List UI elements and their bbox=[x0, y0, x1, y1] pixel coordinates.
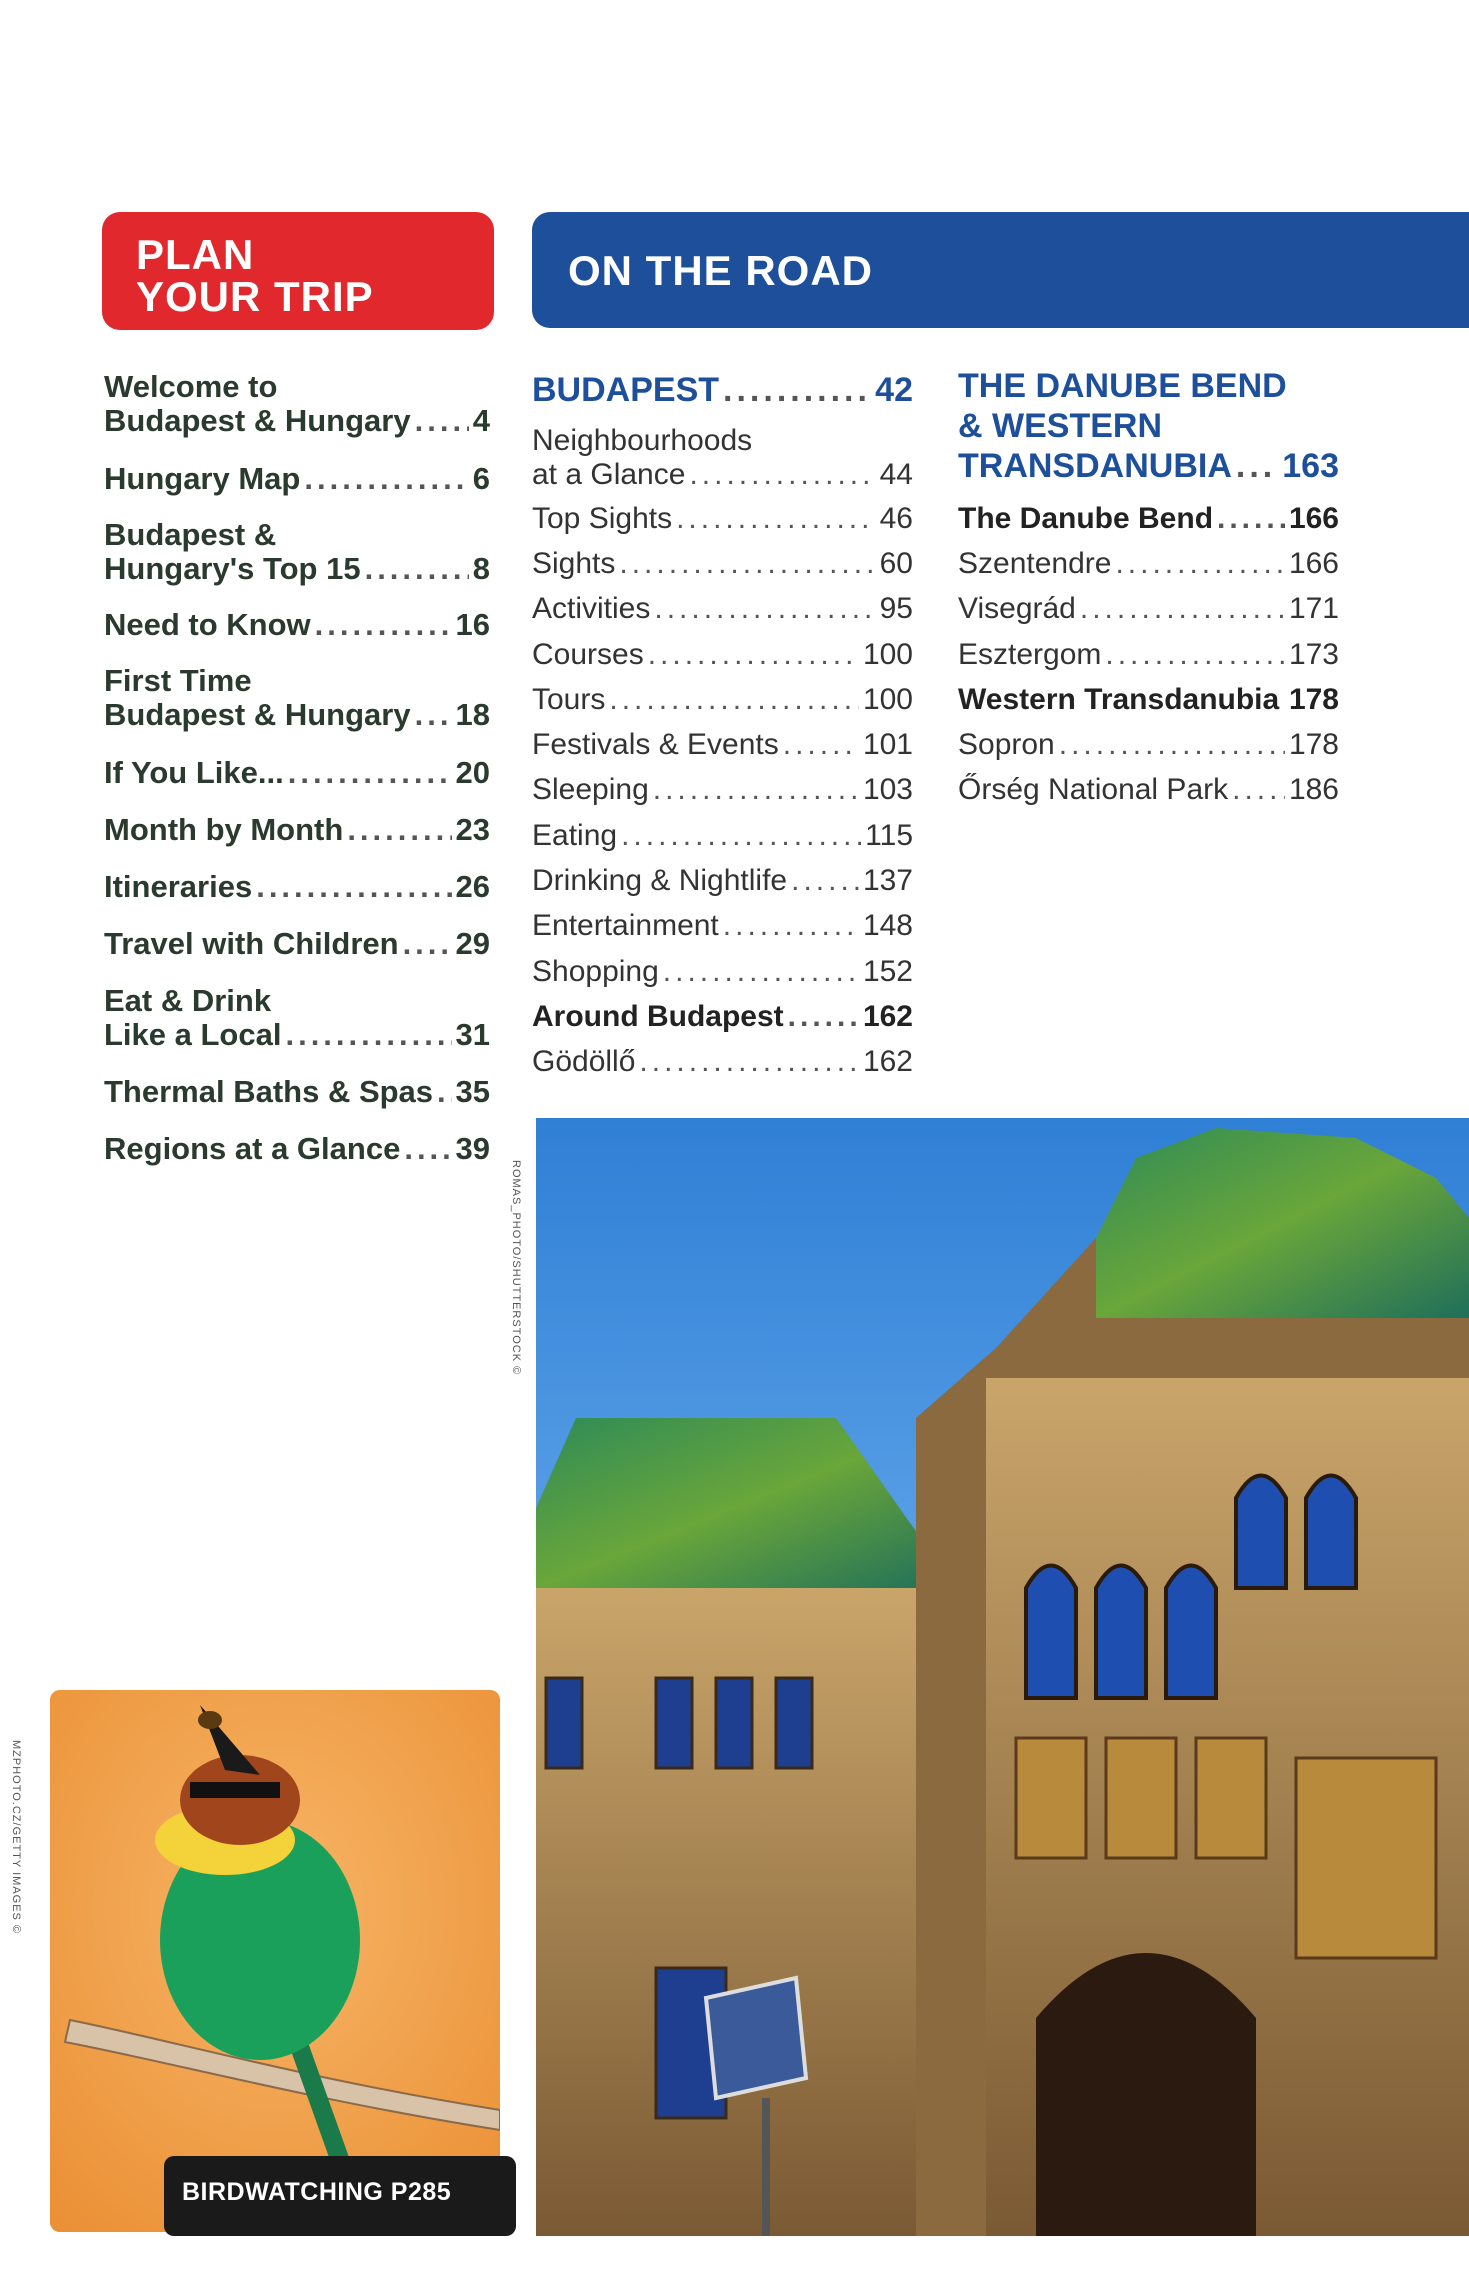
on-the-road-banner bbox=[532, 212, 1469, 328]
leader-dots bbox=[437, 1075, 451, 1109]
leader-dots bbox=[791, 864, 859, 898]
toc-subsection-heading[interactable] bbox=[958, 683, 1339, 717]
bird-photo-credit: MZPHOTO.CZ/GETTY IMAGES © bbox=[10, 1740, 22, 1935]
plan-your-trip-banner bbox=[102, 212, 494, 330]
toc-entry-label: Hungary's Top 15 bbox=[104, 551, 361, 586]
toc-entry-label: Szentendre bbox=[958, 547, 1112, 580]
toc-entry[interactable] bbox=[958, 728, 1339, 762]
toc-entry-label: Budapest & bbox=[104, 517, 277, 552]
leader-dots bbox=[783, 728, 859, 762]
toc-entry-page: 18 bbox=[455, 697, 490, 732]
toc-entry-page: 162 bbox=[862, 1000, 913, 1033]
toc-entry-page: 178 bbox=[1288, 728, 1339, 761]
leader-dots bbox=[315, 608, 452, 642]
toc-entry-page: 100 bbox=[862, 683, 913, 716]
toc-entry-page: 148 bbox=[862, 909, 913, 942]
leader-dots bbox=[676, 502, 876, 536]
leader-dots bbox=[404, 1132, 451, 1166]
toc-entry[interactable] bbox=[104, 370, 490, 438]
toc-entry-page: 178 bbox=[1288, 683, 1339, 716]
toc-entry-label: Neighbourhoods bbox=[532, 424, 753, 457]
museum-photo-credit: ROMAS_PHOTO/SHUTTERSTOCK © bbox=[510, 1160, 522, 1376]
toc-entry[interactable] bbox=[104, 608, 490, 642]
toc-entry-label: Itineraries bbox=[104, 869, 253, 904]
toc-entry-label: Hungary Map bbox=[104, 461, 301, 496]
toc-section-heading[interactable] bbox=[532, 370, 913, 410]
toc-entry-page: 35 bbox=[455, 1074, 490, 1109]
toc-entry-label: Eat & Drink bbox=[104, 983, 272, 1018]
toc-entry-page: 186 bbox=[1288, 773, 1339, 806]
toc-entry-label: Western Transdanubia bbox=[958, 683, 1280, 716]
toc-entry-label: Courses bbox=[532, 638, 644, 671]
toc-entry[interactable] bbox=[104, 518, 490, 586]
toc-entry[interactable] bbox=[532, 592, 913, 626]
toc-entry-label: Gödöllő bbox=[532, 1045, 636, 1078]
toc-entry-label: Esztergom bbox=[958, 638, 1102, 671]
toc-entry-label: Like a Local bbox=[104, 1017, 282, 1052]
leader-dots bbox=[619, 547, 875, 581]
toc-entry-page: 152 bbox=[862, 955, 913, 988]
toc-entry[interactable] bbox=[104, 664, 490, 732]
toc-entry[interactable] bbox=[104, 984, 490, 1052]
toc-entry[interactable] bbox=[104, 1075, 490, 1109]
toc-entry[interactable] bbox=[104, 462, 490, 496]
toc-entry[interactable] bbox=[104, 870, 490, 904]
leader-dots bbox=[654, 592, 875, 626]
toc-entry-page: 137 bbox=[862, 864, 913, 897]
toc-entry-page: 20 bbox=[455, 755, 490, 790]
leader-dots bbox=[415, 698, 452, 732]
leader-dots bbox=[1115, 547, 1284, 581]
plan-banner-line2: YOUR TRIP bbox=[136, 273, 374, 320]
toc-entry[interactable] bbox=[104, 813, 490, 847]
toc-entry-label: Shopping bbox=[532, 955, 659, 988]
toc-entry-page: 100 bbox=[862, 638, 913, 671]
leader-dots bbox=[285, 1018, 451, 1052]
toc-entry[interactable] bbox=[532, 502, 913, 536]
toc-entry-label: Travel with Children bbox=[104, 926, 399, 961]
leader-dots bbox=[648, 638, 859, 672]
toc-entry-label: Top Sights bbox=[532, 502, 673, 535]
leader-dots bbox=[723, 370, 871, 410]
toc-entry-label: Festivals & Events bbox=[532, 728, 779, 761]
leader-dots bbox=[689, 458, 875, 492]
toc-entry-label: Around Budapest bbox=[532, 1000, 784, 1033]
leader-dots bbox=[1283, 683, 1285, 717]
toc-subsection-heading[interactable] bbox=[958, 502, 1339, 536]
museum-building-illustration bbox=[536, 1118, 1469, 2236]
toc-entry-page: 26 bbox=[455, 869, 490, 904]
toc-entry-label: Tours bbox=[532, 683, 606, 716]
leader-dots bbox=[663, 955, 859, 989]
toc-entry[interactable] bbox=[532, 424, 913, 492]
toc-entry-page: 46 bbox=[879, 502, 913, 535]
toc-entry-label: Budapest & Hungary bbox=[104, 697, 411, 732]
toc-entry-page: 39 bbox=[455, 1131, 490, 1166]
leader-dots bbox=[621, 819, 861, 853]
toc-entry[interactable] bbox=[958, 592, 1339, 626]
toc-entry-label: Eating bbox=[532, 819, 618, 852]
toc-entry[interactable] bbox=[532, 819, 913, 853]
leader-dots bbox=[1236, 446, 1278, 486]
leader-dots bbox=[1217, 502, 1285, 536]
toc-entry-page: 162 bbox=[862, 1045, 913, 1078]
toc-entry[interactable] bbox=[532, 909, 913, 943]
toc-entry[interactable] bbox=[104, 1132, 490, 1166]
toc-entry[interactable] bbox=[958, 773, 1339, 807]
toc-entry-label: If You Like... bbox=[104, 755, 284, 790]
leader-dots bbox=[1059, 728, 1285, 762]
toc-entry[interactable] bbox=[958, 638, 1339, 672]
toc-entry-label: Sleeping bbox=[532, 773, 649, 806]
toc-entry-page: 166 bbox=[1288, 502, 1339, 535]
toc-entry-label: Need to Know bbox=[104, 607, 311, 642]
leader-dots bbox=[347, 813, 451, 847]
leader-dots bbox=[609, 683, 859, 717]
toc-entry-label: Drinking & Nightlife bbox=[532, 864, 788, 897]
toc-entry-label: First Time bbox=[104, 663, 252, 698]
toc-entry-label: Activities bbox=[532, 592, 651, 625]
toc-entry[interactable] bbox=[532, 1045, 913, 1079]
toc-entry-label: Budapest & Hungary bbox=[104, 403, 411, 438]
toc-entry[interactable] bbox=[958, 547, 1339, 581]
toc-entry[interactable] bbox=[532, 773, 913, 807]
leader-dots bbox=[415, 404, 469, 438]
plan-banner-line1: PLAN bbox=[136, 231, 255, 278]
toc-entry-page: 171 bbox=[1288, 592, 1339, 625]
leader-dots bbox=[1080, 592, 1285, 626]
toc-entry[interactable] bbox=[104, 756, 490, 790]
toc-entry-label: Thermal Baths & Spas bbox=[104, 1074, 434, 1109]
toc-entry-label: at a Glance bbox=[532, 458, 686, 491]
leader-dots bbox=[403, 927, 452, 961]
toc-entry-page: 163 bbox=[1282, 447, 1339, 485]
toc-entry-page: 6 bbox=[472, 461, 490, 496]
leader-dots bbox=[788, 1000, 859, 1034]
toc-entry[interactable] bbox=[532, 638, 913, 672]
toc-entry-page: 23 bbox=[455, 812, 490, 847]
toc-entry-page: 173 bbox=[1288, 638, 1339, 671]
toc-entry-page: 4 bbox=[472, 403, 490, 438]
toc-entry-label: Entertainment bbox=[532, 909, 719, 942]
leader-dots bbox=[304, 462, 468, 496]
leader-dots bbox=[365, 552, 469, 586]
leader-dots bbox=[639, 1045, 859, 1079]
toc-entry[interactable] bbox=[532, 955, 913, 989]
toc-entry[interactable] bbox=[532, 728, 913, 762]
toc-entry-page: 16 bbox=[455, 607, 490, 642]
toc-entry[interactable] bbox=[104, 927, 490, 961]
toc-entry-page: 95 bbox=[879, 592, 913, 625]
toc-entry-label: TRANSDANUBIA bbox=[958, 447, 1232, 485]
toc-entry[interactable] bbox=[532, 683, 913, 717]
toc-entry-page: 31 bbox=[455, 1017, 490, 1052]
toc-entry-label: Sopron bbox=[958, 728, 1055, 761]
toc-entry-page: 115 bbox=[865, 819, 913, 852]
leader-dots bbox=[1232, 773, 1285, 807]
bird-photo bbox=[50, 1690, 500, 2232]
toc-entry-label: & WESTERN bbox=[958, 407, 1162, 445]
toc-entry-page: 44 bbox=[879, 458, 913, 491]
toc-entry-label: Őrség National Park bbox=[958, 773, 1229, 806]
toc-section-heading[interactable] bbox=[958, 366, 1339, 486]
bee-eater-illustration bbox=[50, 1690, 500, 2232]
toc-entry-page: 101 bbox=[862, 728, 913, 761]
toc-entry-page: 8 bbox=[472, 551, 490, 586]
leader-dots bbox=[723, 909, 859, 943]
toc-entry-page: 103 bbox=[862, 773, 913, 806]
toc-entry-label: The Danube Bend bbox=[958, 502, 1214, 535]
toc-entry-label: THE DANUBE BEND bbox=[958, 367, 1287, 405]
leader-dots bbox=[288, 756, 452, 790]
toc-entry-page: 60 bbox=[879, 547, 913, 580]
toc-entry-page: 29 bbox=[455, 926, 490, 961]
toc-entry[interactable] bbox=[532, 864, 913, 898]
toc-entry-label: BUDAPEST bbox=[532, 371, 720, 409]
on-the-road-title: ON THE ROAD bbox=[568, 247, 873, 294]
leader-dots bbox=[653, 773, 859, 807]
toc-entry-page: 166 bbox=[1288, 547, 1339, 580]
toc-entry-label: Visegrád bbox=[958, 592, 1076, 625]
leader-dots bbox=[1105, 638, 1285, 672]
toc-entry[interactable] bbox=[532, 547, 913, 581]
leader-dots bbox=[256, 870, 451, 904]
museum-photo bbox=[536, 1118, 1469, 2236]
toc-subsection-heading[interactable] bbox=[532, 1000, 913, 1034]
toc-entry-page: 42 bbox=[875, 371, 913, 409]
toc-entry-label: Regions at a Glance bbox=[104, 1131, 401, 1166]
toc-entry-label: Welcome to bbox=[104, 369, 278, 404]
toc-entry-label: Month by Month bbox=[104, 812, 344, 847]
birdwatching-caption-text: BIRDWATCHING P285 bbox=[182, 2178, 452, 2206]
birdwatching-caption[interactable] bbox=[164, 2156, 516, 2236]
toc-entry-label: Sights bbox=[532, 547, 616, 580]
